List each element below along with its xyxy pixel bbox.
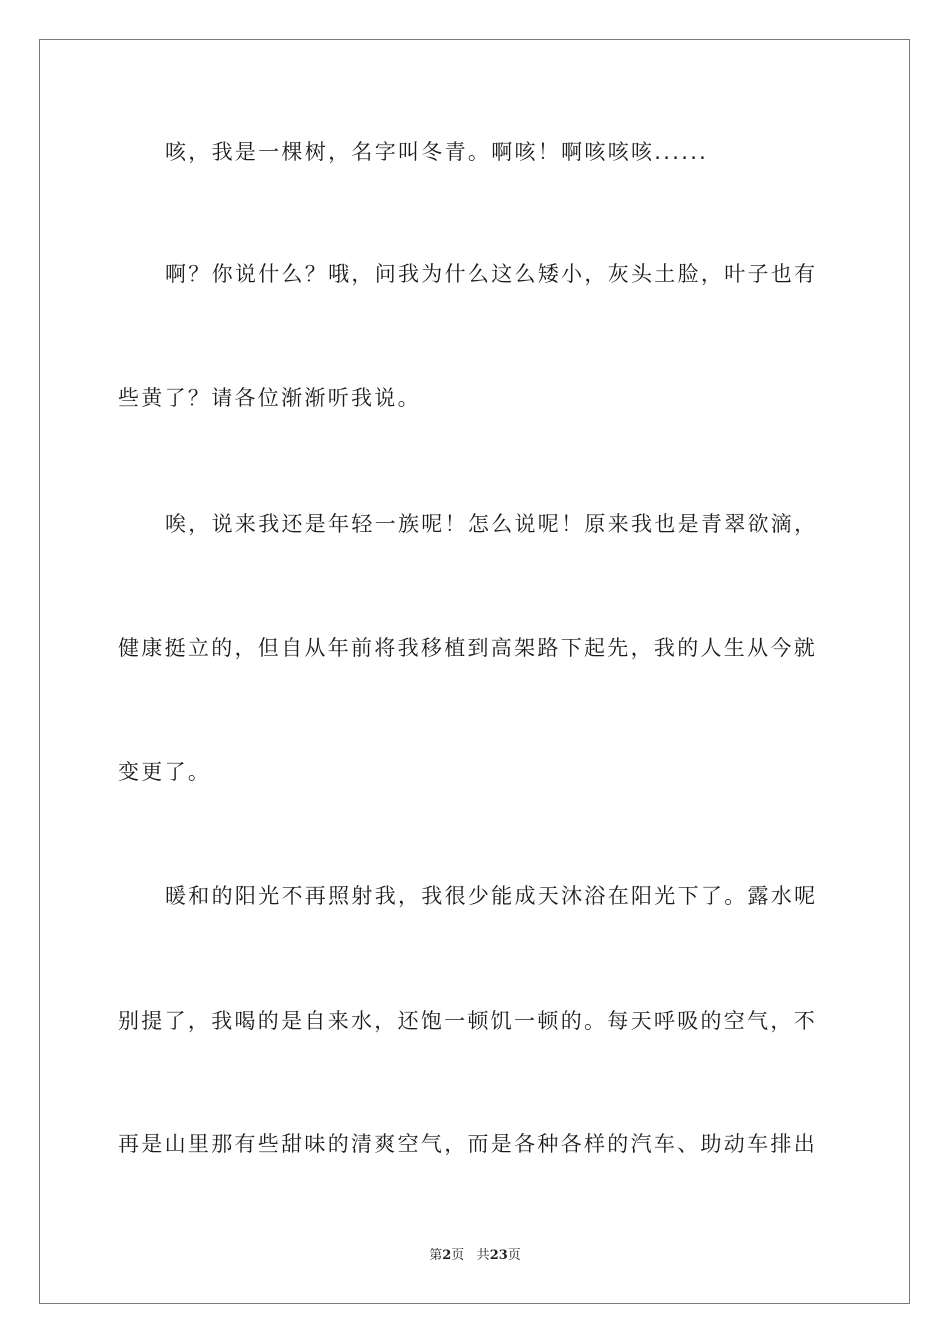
page-number: 2 [442,1248,452,1263]
paragraph-line: 健康挺立的，但自从年前将我移植到高架路下起先，我的人生从今就 [118,636,817,660]
paragraph-line: 唉，说来我还是年轻一族呢！怎么说呢！原来我也是青翠欲滴， [165,512,818,536]
page-prefix: 第 [429,1248,443,1263]
total-suffix: 页 [507,1248,521,1263]
paragraph-line: 别提了，我喝的是自来水，还饱一顿饥一顿的。每天呼吸的空气，不 [118,1009,817,1033]
paragraph-line: 啊？你说什么？哦，问我为什么这么矮小，灰头土脸，叶子也有 [165,262,818,286]
page-border [39,39,910,1304]
paragraph-line: 变更了。 [118,760,212,784]
paragraph-line: 些黄了？请各位渐渐听我说。 [118,386,421,410]
page-footer [0,1247,950,1265]
paragraph-line: 咳，我是一棵树，名字叫冬青。啊咳！啊咳咳咳...... [165,140,709,164]
total-pages: 23 [489,1248,508,1263]
paragraph-line: 暖和的阳光不再照射我，我很少能成天沐浴在阳光下了。露水呢 [165,884,818,908]
page-suffix: 页 [451,1248,465,1263]
total-prefix: 共 [476,1248,490,1263]
paragraph-line: 再是山里那有些甜味的清爽空气，而是各种各样的汽车、助动车排出 [118,1132,817,1156]
